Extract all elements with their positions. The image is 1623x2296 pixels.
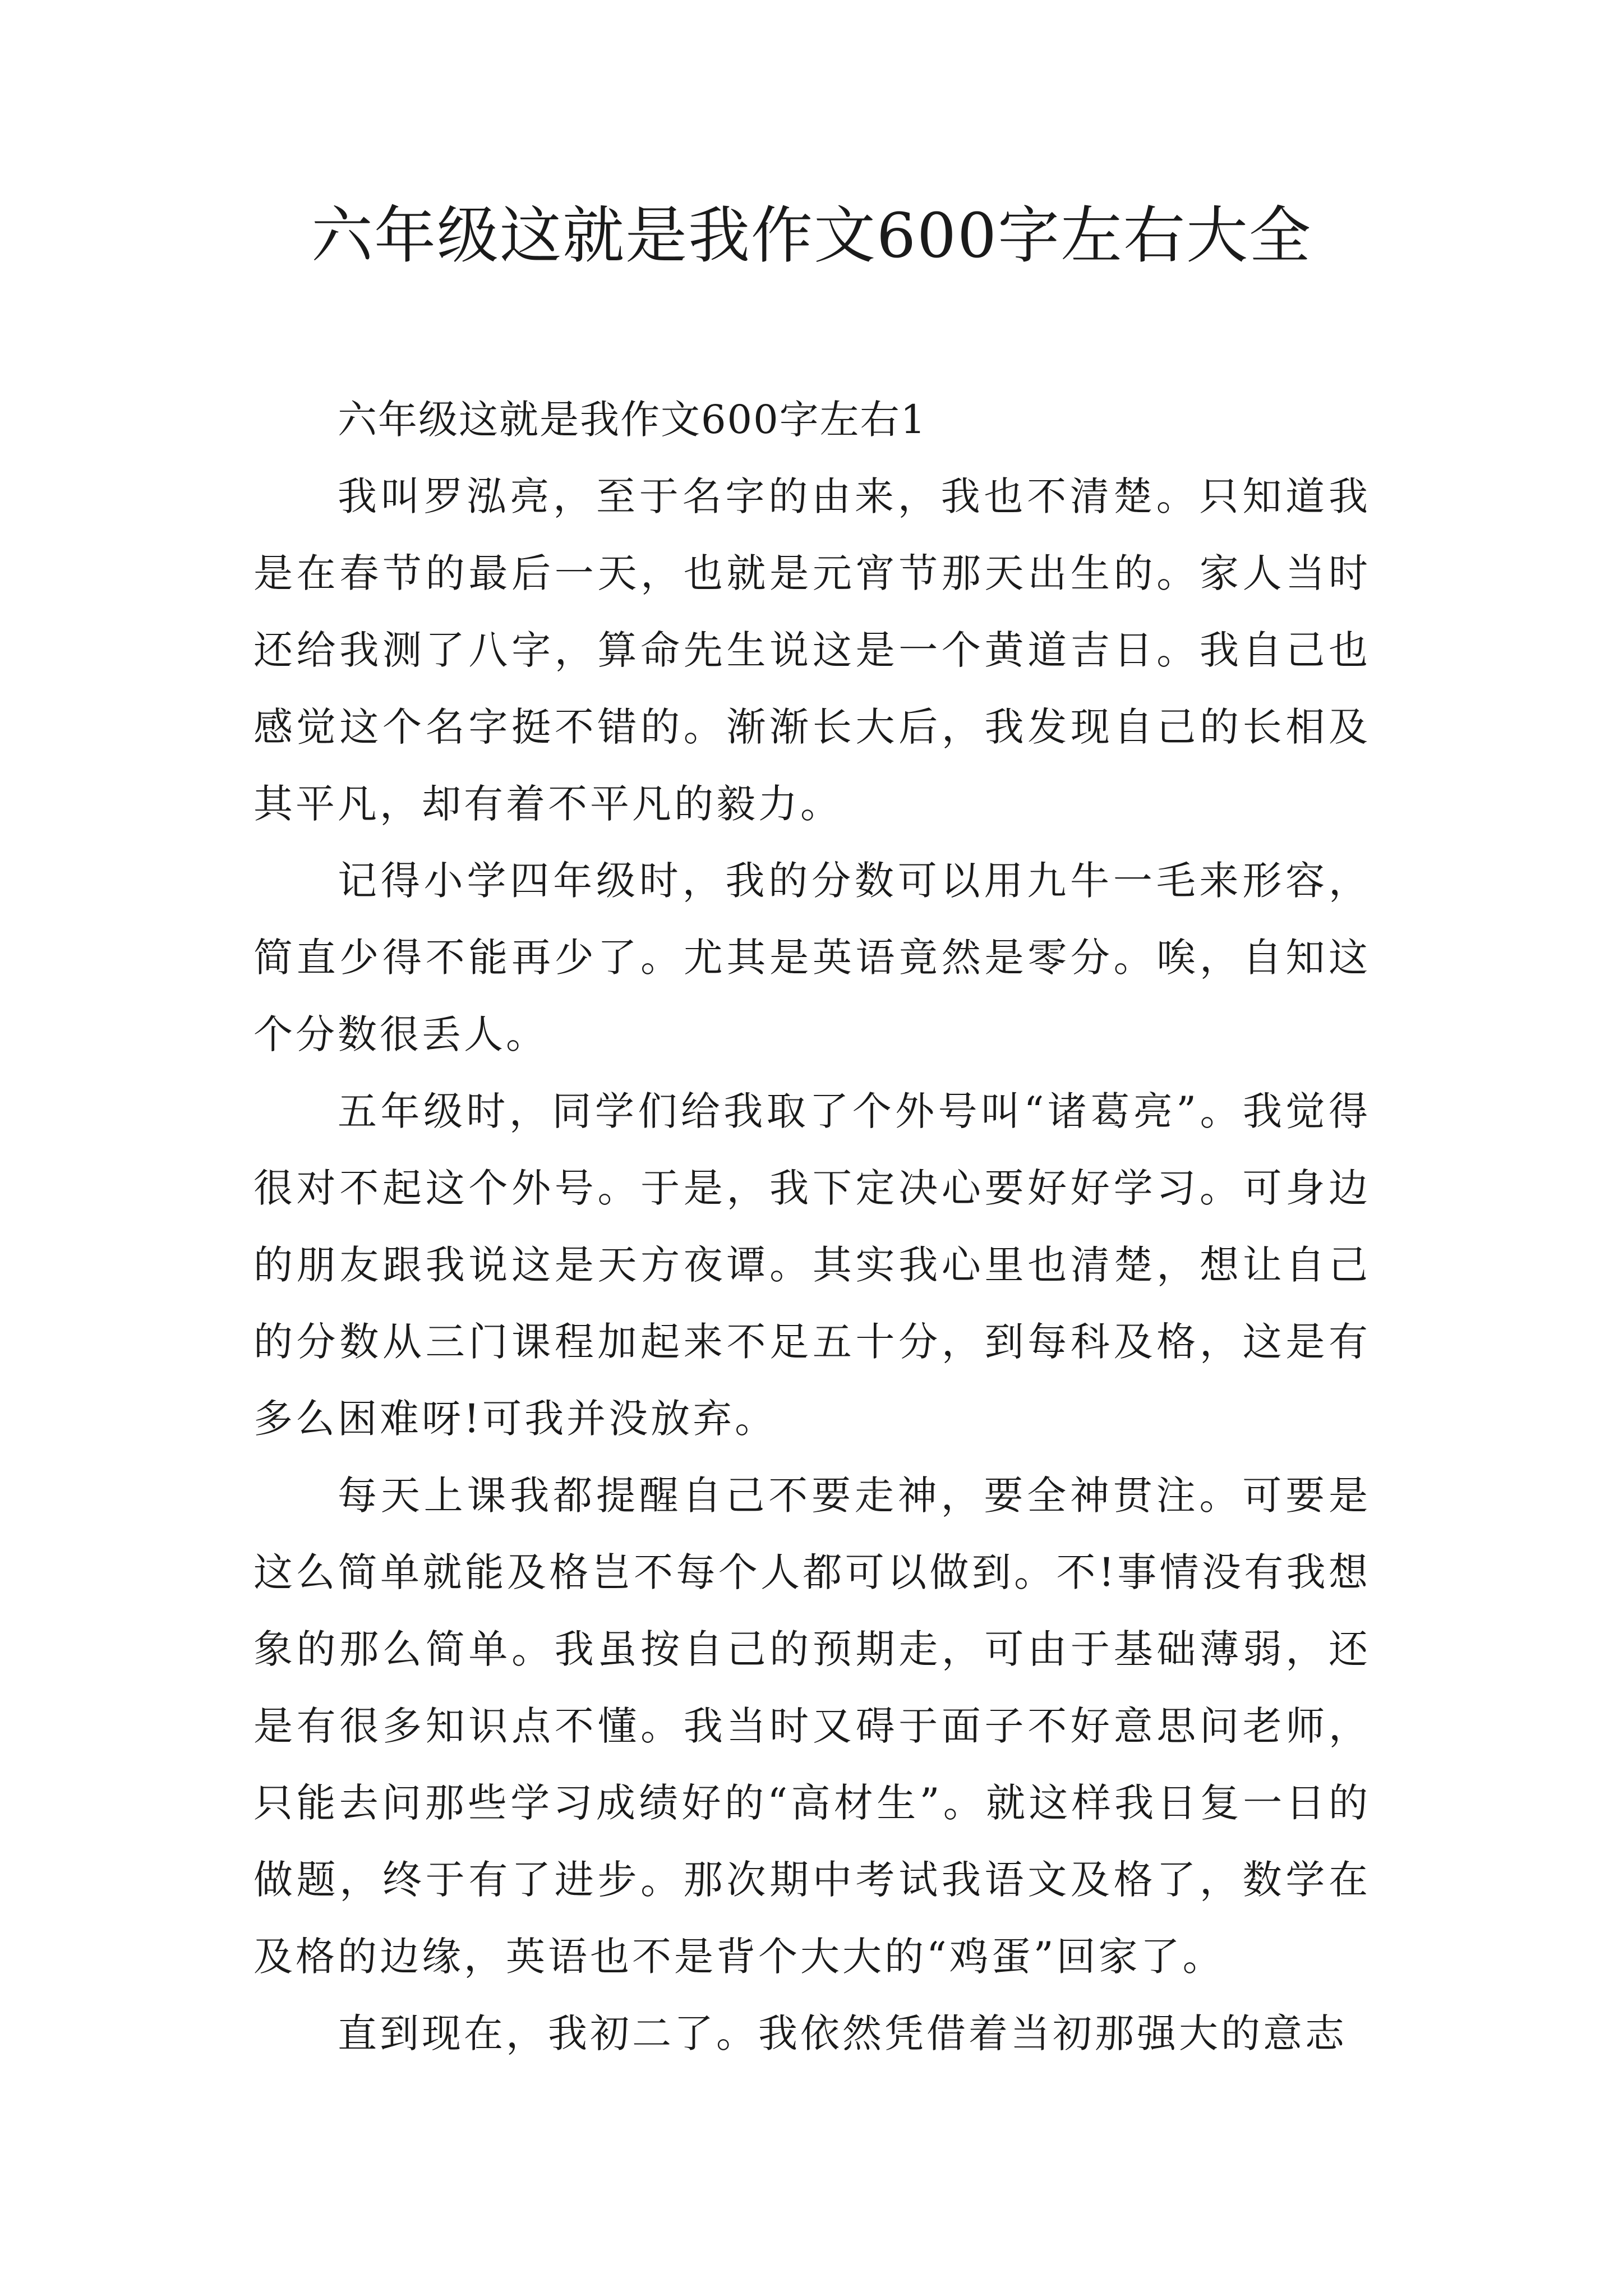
paragraph: 我叫罗泓亮，至于名字的由来，我也不清楚。只知道我是在春节的最后一天，也就是元宵节那天出生的。家人当时还给我测了八字，算命先生说这是一个黄道吉日。我自己也感觉这个名字挺不错的。渐渐长大后，我发现自己的长相及其平凡，却有着不平凡的毅力。 [253,473,1371,827]
paragraph: 直到现在，我初二了。我依然凭借着当初那强大的意志 [338,2010,1347,2056]
paragraph: 记得小学四年级时，我的分数可以用九牛一毛来形容，简直少得不能再少了。尤其是英语竟然是零分。唉，自知这个分数很丢人。 [253,858,1371,1057]
document-body [253,381,1371,2072]
section-heading: 六年级这就是我作文600字左右1 [338,397,927,443]
paragraph: 五年级时，同学们给我取了个外号叫“诸葛亮”。我觉得很对不起这个外号。于是，我下定决心要好好学习。可身边的朋友跟我说这是天方夜谭。其实我心里也清楚，想让自己的分数从三门课程加起来不足五十分，到每科及格，这是有多么困难呀!可我并没放弃。 [253,1088,1371,1442]
paragraph: 每天上课我都提醒自己不要走神，要全神贯注。可要是这么简单就能及格岂不每个人都可以做到。不!事情没有我想象的那么简单。我虽按自己的预期走，可由于基础薄弱，还是有很多知识点不懂。我当时又碍于面子不好意思问老师，只能去问那些学习成绩好的“高材生”。就这样我日复一日的做题，终于有了进步。那次期中考试我语文及格了，数学在及格的边缘，英语也不是背个大大的“鸡蛋”回家了。 [253,1473,1371,1980]
document-title: 六年级这就是我作文600字左右大全 [311,200,1312,272]
